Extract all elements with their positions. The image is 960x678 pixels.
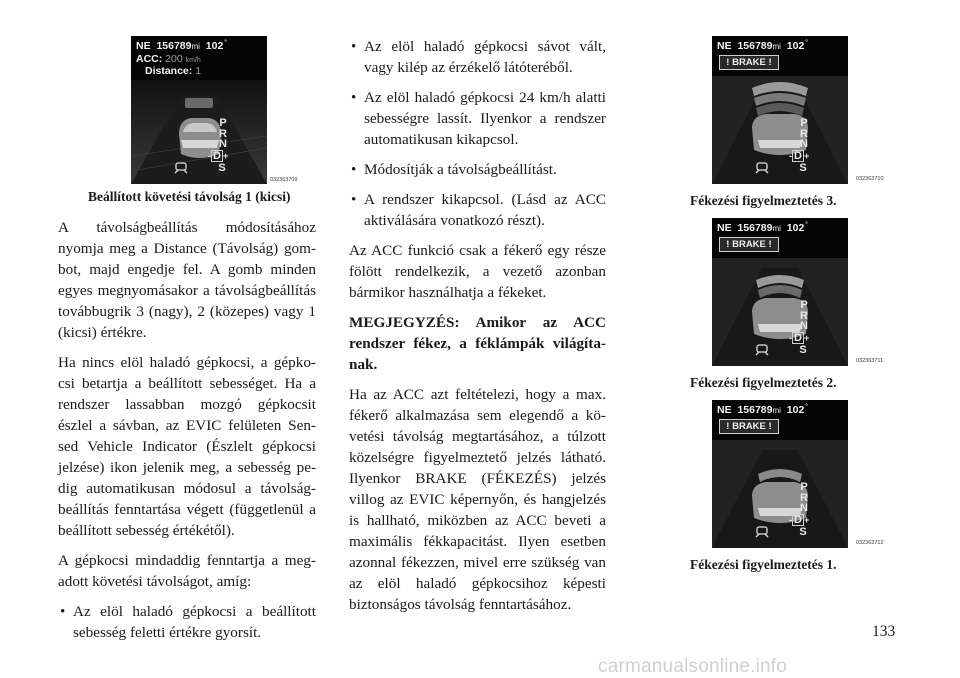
cluster-display [131, 36, 267, 184]
figure-code: 032363710 [856, 176, 884, 182]
brake-warning: ! BRAKE ! [719, 237, 779, 252]
cluster-display [712, 218, 848, 366]
paragraph: A távolságbeállítás módosításához nyomja meg a Distance (Távolság) gom-bot, majd engedje fel. A gomb minden egyes megnyomásakor a távolságbeállítás továbbugrik 3 (nagy), 2 (közepes) vagy 1 (kicsi) értékre. [58, 219, 316, 341]
gear-indicator: P R N [800, 117, 808, 150]
page-number: 133 [872, 623, 896, 640]
paragraph: Ha az ACC azt feltételezi, hogy a max. fékerő alkalmazása sem elegendő a kö-vetési távolság megtartásához, a túlzott közelségre figyelmeztető jelzés látható. Ilyenkor BRAKE (FÉKEZÉS) jelzés villog az EVIC képernyőn, és hangjelzés is hallható, miközben az ACC beveti a maximális fékkapacitást. Ilyen esetben azonnal fékezzen, mivel erre szükség van az elöl haladó gépkocsihoz képesti biztonságos távolság fenntartásához. [349, 386, 606, 613]
figure-code: 032363709 [270, 177, 298, 183]
status-row: NE 156789mi 102° [717, 222, 808, 234]
gear-indicator: P R N [800, 299, 808, 332]
cluster-display [712, 400, 848, 548]
figure-code: 032363712 [856, 540, 884, 546]
figure-brake-warning-1 [688, 400, 898, 582]
brake-warning: ! BRAKE ! [719, 419, 779, 434]
cluster-display [712, 36, 848, 184]
list-item: • Az elöl haladó gépkocsi sávot vált, vagy kilép az érzékelő látóteréből. [349, 36, 606, 78]
watermark[interactable]: carmanualsonline.info [598, 656, 788, 677]
right-column [688, 36, 898, 582]
paragraph: Az ACC funkció csak a fékerő egy része fölött rendelkezik, a vezető azonban bármikor használhatja a fékeket. [349, 242, 606, 301]
sensed-vehicle-icon [754, 343, 770, 357]
distance-readout: Distance: 1 [145, 65, 202, 77]
figure-caption: Fékezési figyelmeztetés 3. [690, 193, 837, 208]
list-item: • A rendszer kikapcsol. (Lásd az ACC aktiválására vonatkozó részt). [349, 189, 606, 231]
drive-selector: - D + S [789, 514, 810, 538]
left-column [58, 36, 316, 652]
figure-caption: Beállított követési távolság 1 (kicsi) [88, 189, 291, 204]
list-item: • Az elöl haladó gépkocsi 24 km/h alatti sebességre lassít. Ilyenkor a rendszer automatikusan kikapcsol. [349, 87, 606, 150]
gear-indicator: P R N [800, 481, 808, 514]
figure-caption: Fékezési figyelmeztetés 1. [690, 557, 837, 572]
sensed-vehicle-icon [173, 161, 189, 175]
paragraph: A gépkocsi mindaddig fenntartja a meg-adott követési távolságot, amíg: [58, 552, 316, 590]
bullet-list [349, 36, 606, 231]
sensed-vehicle-icon [754, 525, 770, 539]
drive-selector: - D + S [208, 150, 229, 174]
note: MEGJEGYZÉS: Amikor az ACC rendszer fékez, a féklámpák világíta-nak. [349, 314, 606, 373]
figure-code: 032363711 [856, 358, 884, 364]
sensed-vehicle-icon [754, 161, 770, 175]
list-item: • Az elöl haladó gépkocsi a beállított sebesség feletti értékre gyorsít. [58, 601, 316, 643]
drive-selector: - D + S [789, 332, 810, 356]
status-row: NE 156789mi 102° [717, 404, 808, 416]
status-row: NE 156789mi 102° [717, 40, 808, 52]
acc-speed-readout: ACC: 200 km/h [136, 53, 201, 65]
paragraph: Ha nincs elöl haladó gépkocsi, a gépko-csi betartja a beállított sebességet. Ha a rendszer lassabban mozgó gépkocsit észlel a sávban, az EVIC felületen Sen-sed Vehicle Indicator (Észlelt gépkocsi jelzése) ikon jelenik meg, a sebesség pe-dig automatikusan módosul a távolság-beállítás fenntartása végett (függetlenül a beállított sebesség értékétől). [58, 354, 316, 539]
bullet-list [58, 601, 316, 643]
gear-indicator: P R N [219, 117, 227, 150]
figure-brake-warning-3 [688, 36, 898, 218]
brake-warning: ! BRAKE ! [719, 55, 779, 70]
figure-distance-setting [58, 36, 316, 206]
figure-brake-warning-2 [688, 218, 898, 400]
drive-selector: - D + S [789, 150, 810, 174]
middle-column [349, 36, 606, 624]
status-row: NE 156789mi 102° [136, 40, 227, 52]
list-item: • Módosítják a távolságbeállítást. [349, 159, 606, 180]
figure-caption: Fékezési figyelmeztetés 2. [690, 375, 837, 390]
